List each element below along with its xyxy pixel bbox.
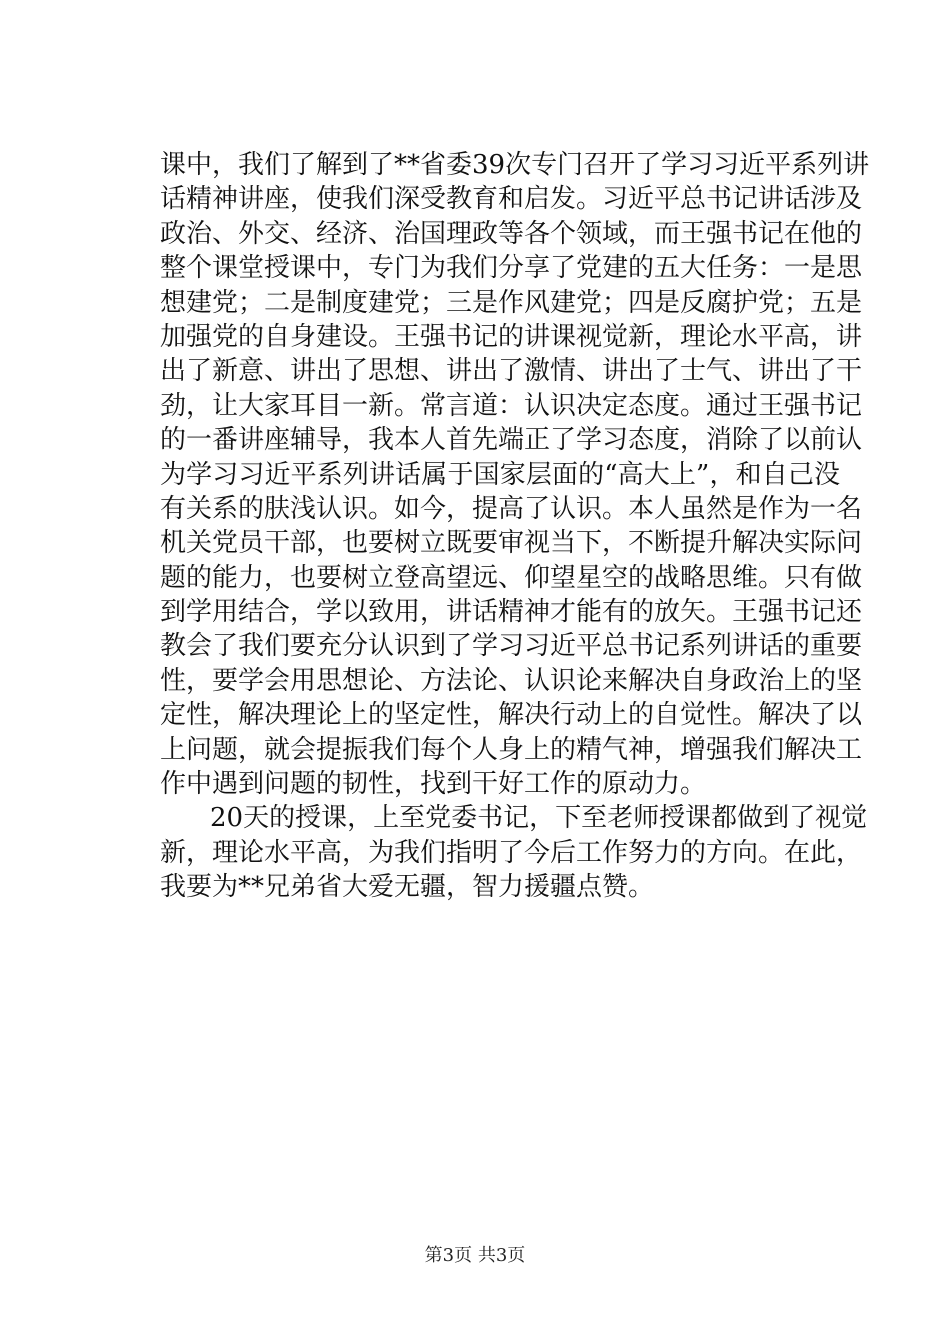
text-line: 作中遇到问题的韧性，找到干好工作的原动力。 bbox=[160, 769, 707, 800]
text-line: 新，理论水平高，为我们指明了今后工作努力的方向。在此， bbox=[160, 837, 863, 868]
text-line: 到学用结合，学以致用，讲话精神才能有的放矢。王强书记还 bbox=[160, 597, 863, 628]
text-line: 整个课堂授课中，专门为我们分享了党建的五大任务：一是思 bbox=[160, 253, 863, 284]
text-line: 为学习习近平系列讲话属于国家层面的“高大上”，和自己没 bbox=[160, 459, 840, 490]
text-line: 话精神讲座，使我们深受教育和启发。习近平总书记讲话涉及 bbox=[160, 184, 863, 215]
page-footer bbox=[0, 1245, 950, 1267]
text-line: 政治、外交、经济、治国理政等各个领域，而王强书记在他的 bbox=[160, 218, 863, 249]
text-line: 出了新意、讲出了思想、讲出了激情、讲出了士气、讲出了干 bbox=[160, 356, 863, 387]
text-line: 题的能力，也要树立登高望远、仰望星空的战略思维。只有做 bbox=[160, 562, 863, 593]
text-line: 加强党的自身建设。王强书记的讲课视觉新，理论水平高，讲 bbox=[160, 321, 863, 352]
text-line: 机关党员干部，也要树立既要审视当下，不断提升解决实际问 bbox=[160, 528, 863, 559]
text-line: 想建党；二是制度建党；三是作风建党；四是反腐护党；五是 bbox=[160, 287, 863, 318]
page-number: 第3页 共3页 bbox=[424, 1245, 526, 1266]
text-line: 劲，让大家耳目一新。常言道：认识决定态度。通过王强书记 bbox=[160, 390, 863, 421]
text-line: 教会了我们要充分认识到了学习习近平总书记系列讲话的重要 bbox=[160, 631, 863, 662]
text-line: 有关系的肤浅认识。如今，提高了认识。本人虽然是作为一名 bbox=[160, 493, 863, 524]
text-line: 定性，解决理论上的坚定性，解决行动上的自觉性。解决了以 bbox=[160, 700, 863, 731]
text-line: 课中，我们了解到了**省委39次专门召开了学习习近平系列讲 bbox=[160, 150, 870, 180]
text-line: 20天的授课，上至党委书记，下至老师授课都做到了视觉 bbox=[210, 803, 868, 834]
text-line: 我要为**兄弟省大爱无疆，智力援疆点赞。 bbox=[160, 872, 655, 903]
text-line: 性，要学会用思想论、方法论、认识论来解决自身政治上的坚 bbox=[160, 665, 863, 696]
text-line: 的一番讲座辅导，我本人首先端正了学习态度，消除了以前认 bbox=[160, 425, 863, 456]
body-text bbox=[160, 148, 870, 905]
text-line: 上问题，就会提振我们每个人身上的精气神，增强我们解决工 bbox=[160, 734, 863, 765]
